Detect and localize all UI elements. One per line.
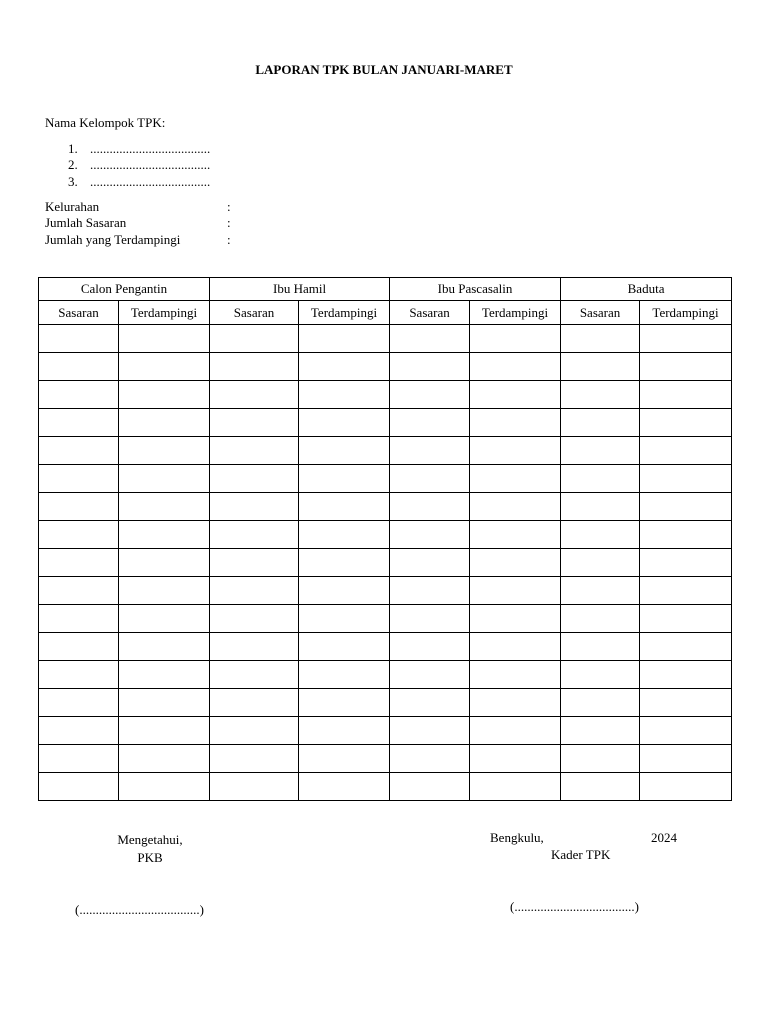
table-cell [470,353,561,381]
info-label-jumlah-sasaran: Jumlah Sasaran [45,215,127,230]
group-header-baduta: Baduta [561,278,732,301]
subheader-sasaran: Sasaran [561,301,640,325]
table-cell [470,661,561,689]
acknowledged-label: Mengetahui, [117,832,183,847]
table-cell [470,773,561,801]
table-cell [299,549,390,577]
table-cell [210,437,299,465]
table-cell [210,493,299,521]
table-cell [561,661,640,689]
table-cell [39,437,119,465]
table-cell [390,661,470,689]
group-header-ibu-pascasalin: Ibu Pascasalin [390,278,561,301]
table-cell [39,745,119,773]
table-cell [299,661,390,689]
group-label: Nama Kelompok TPK: [45,115,166,130]
table-cell [561,437,640,465]
group-header-calon-pengantin: Calon Pengantin [39,278,210,301]
info-colon: : [227,199,231,214]
table-cell [39,521,119,549]
subheader-terdampingi: Terdampingi [299,301,390,325]
info-label-jumlah-terdampingi: Jumlah yang Terdampingi [45,232,181,247]
table-cell [210,717,299,745]
member-number: 1. [68,141,78,156]
table-cell [210,605,299,633]
table-cell [640,521,732,549]
table-cell [470,437,561,465]
member-item [68,141,210,157]
table-cell [640,325,732,353]
table-cell [640,717,732,745]
table-cell [299,689,390,717]
table-cell [210,465,299,493]
table-cell [640,773,732,801]
table-cell [561,689,640,717]
table-cell [390,353,470,381]
page-title: LAPORAN TPK BULAN JANUARI-MARET [255,62,513,77]
table-cell [210,381,299,409]
table-row [39,521,732,549]
table-cell [299,717,390,745]
table-cell [39,381,119,409]
table-cell [299,521,390,549]
table-row [39,717,732,745]
member-blank: ..................................... [90,141,211,156]
table-cell [39,605,119,633]
table-cell [119,493,210,521]
table-cell [299,381,390,409]
table-cell [470,633,561,661]
subheader-terdampingi: Terdampingi [640,301,732,325]
table-cell [561,353,640,381]
table-cell [119,353,210,381]
table-cell [299,633,390,661]
table-row [39,661,732,689]
table-cell [470,465,561,493]
table-cell [470,325,561,353]
report-table [38,277,732,801]
table-cell [210,549,299,577]
table-cell [299,773,390,801]
table-cell [210,353,299,381]
table-cell [39,493,119,521]
table-cell [119,437,210,465]
table-cell [561,633,640,661]
member-item [68,157,210,173]
table-cell [470,717,561,745]
table-cell [299,493,390,521]
table-cell [561,745,640,773]
member-number: 3. [68,174,78,189]
table-cell [640,549,732,577]
table-cell [470,605,561,633]
table-row [39,745,732,773]
table-cell [210,773,299,801]
table-cell [119,661,210,689]
table-row [39,465,732,493]
table-cell [390,549,470,577]
table-row [39,409,732,437]
place-label: Bengkulu, [490,830,544,845]
subheader-sasaran: Sasaran [39,301,119,325]
table-cell [640,745,732,773]
table-row [39,493,732,521]
table-cell [561,409,640,437]
table-cell [470,577,561,605]
table-cell [390,437,470,465]
table-cell [39,661,119,689]
table-cell [561,381,640,409]
table-row [39,577,732,605]
table-cell [299,465,390,493]
table-cell [119,745,210,773]
table-cell [210,521,299,549]
table-row [39,633,732,661]
table-cell [640,437,732,465]
table-cell [39,465,119,493]
table-cell [640,381,732,409]
table-cell [561,549,640,577]
member-number: 2. [68,157,78,172]
table-cell [299,325,390,353]
table-cell [390,521,470,549]
table-cell [470,745,561,773]
table-cell [390,633,470,661]
table-cell [390,689,470,717]
table-cell [470,521,561,549]
table-cell [561,521,640,549]
table-cell [561,465,640,493]
table-cell [119,605,210,633]
table-cell [119,717,210,745]
table-cell [119,689,210,717]
subheader-sasaran: Sasaran [390,301,470,325]
table-cell [390,605,470,633]
year-label: 2024 [651,830,677,845]
table-cell [390,465,470,493]
table-cell [640,409,732,437]
info-colon: : [227,215,231,230]
table-cell [39,409,119,437]
table-row [39,353,732,381]
table-cell [299,437,390,465]
pkb-signature-blank: (.....................................) [75,902,204,917]
table-cell [470,549,561,577]
group-header-ibu-hamil: Ibu Hamil [210,278,390,301]
table-body [39,325,732,801]
kader-role: Kader TPK [551,847,611,862]
table-cell [39,549,119,577]
table-cell [39,689,119,717]
table-row [39,773,732,801]
table-cell [561,717,640,745]
table-cell [561,493,640,521]
table-cell [390,773,470,801]
table-cell [210,745,299,773]
table-cell [210,661,299,689]
info-colon: : [227,232,231,247]
table-cell [640,353,732,381]
table-cell [640,689,732,717]
table-cell [39,325,119,353]
table-cell [470,381,561,409]
table-cell [561,773,640,801]
table-cell [640,633,732,661]
table-cell [640,465,732,493]
table-cell [470,493,561,521]
kader-signature-blank: (.....................................) [510,899,639,914]
table-row [39,549,732,577]
table-cell [390,381,470,409]
table-cell [210,409,299,437]
table-row [39,689,732,717]
table-cell [119,409,210,437]
table-cell [640,493,732,521]
subheader-terdampingi: Terdampingi [119,301,210,325]
table-cell [119,325,210,353]
table-cell [119,549,210,577]
table-cell [210,577,299,605]
table-cell [210,633,299,661]
table-cell [39,717,119,745]
table-cell [390,717,470,745]
table-cell [119,465,210,493]
table-cell [39,633,119,661]
table-cell [390,493,470,521]
table-cell [390,409,470,437]
table-cell [640,661,732,689]
table-cell [299,409,390,437]
table-row [39,325,732,353]
member-blank: ..................................... [90,174,211,189]
table-cell [299,745,390,773]
table-cell [39,577,119,605]
table-cell [561,605,640,633]
table-cell [119,577,210,605]
table-row [39,381,732,409]
member-blank: ..................................... [90,157,211,172]
table-row [39,605,732,633]
subheader-terdampingi: Terdampingi [470,301,561,325]
table-cell [119,633,210,661]
table-cell [561,325,640,353]
subheader-sasaran: Sasaran [210,301,299,325]
table-cell [470,409,561,437]
info-label-kelurahan: Kelurahan [45,199,100,214]
table-cell [299,605,390,633]
table-cell [299,353,390,381]
table-cell [119,773,210,801]
table-row [39,437,732,465]
table-cell [561,577,640,605]
table-cell [119,521,210,549]
table-cell [640,605,732,633]
table-cell [390,745,470,773]
table-cell [210,325,299,353]
member-item [68,174,210,190]
table-cell [39,353,119,381]
table-cell [299,577,390,605]
table-cell [119,381,210,409]
table-cell [470,689,561,717]
table-cell [39,773,119,801]
table-cell [390,577,470,605]
pkb-role: PKB [137,850,163,865]
table-cell [390,325,470,353]
table-cell [210,689,299,717]
table-cell [640,577,732,605]
